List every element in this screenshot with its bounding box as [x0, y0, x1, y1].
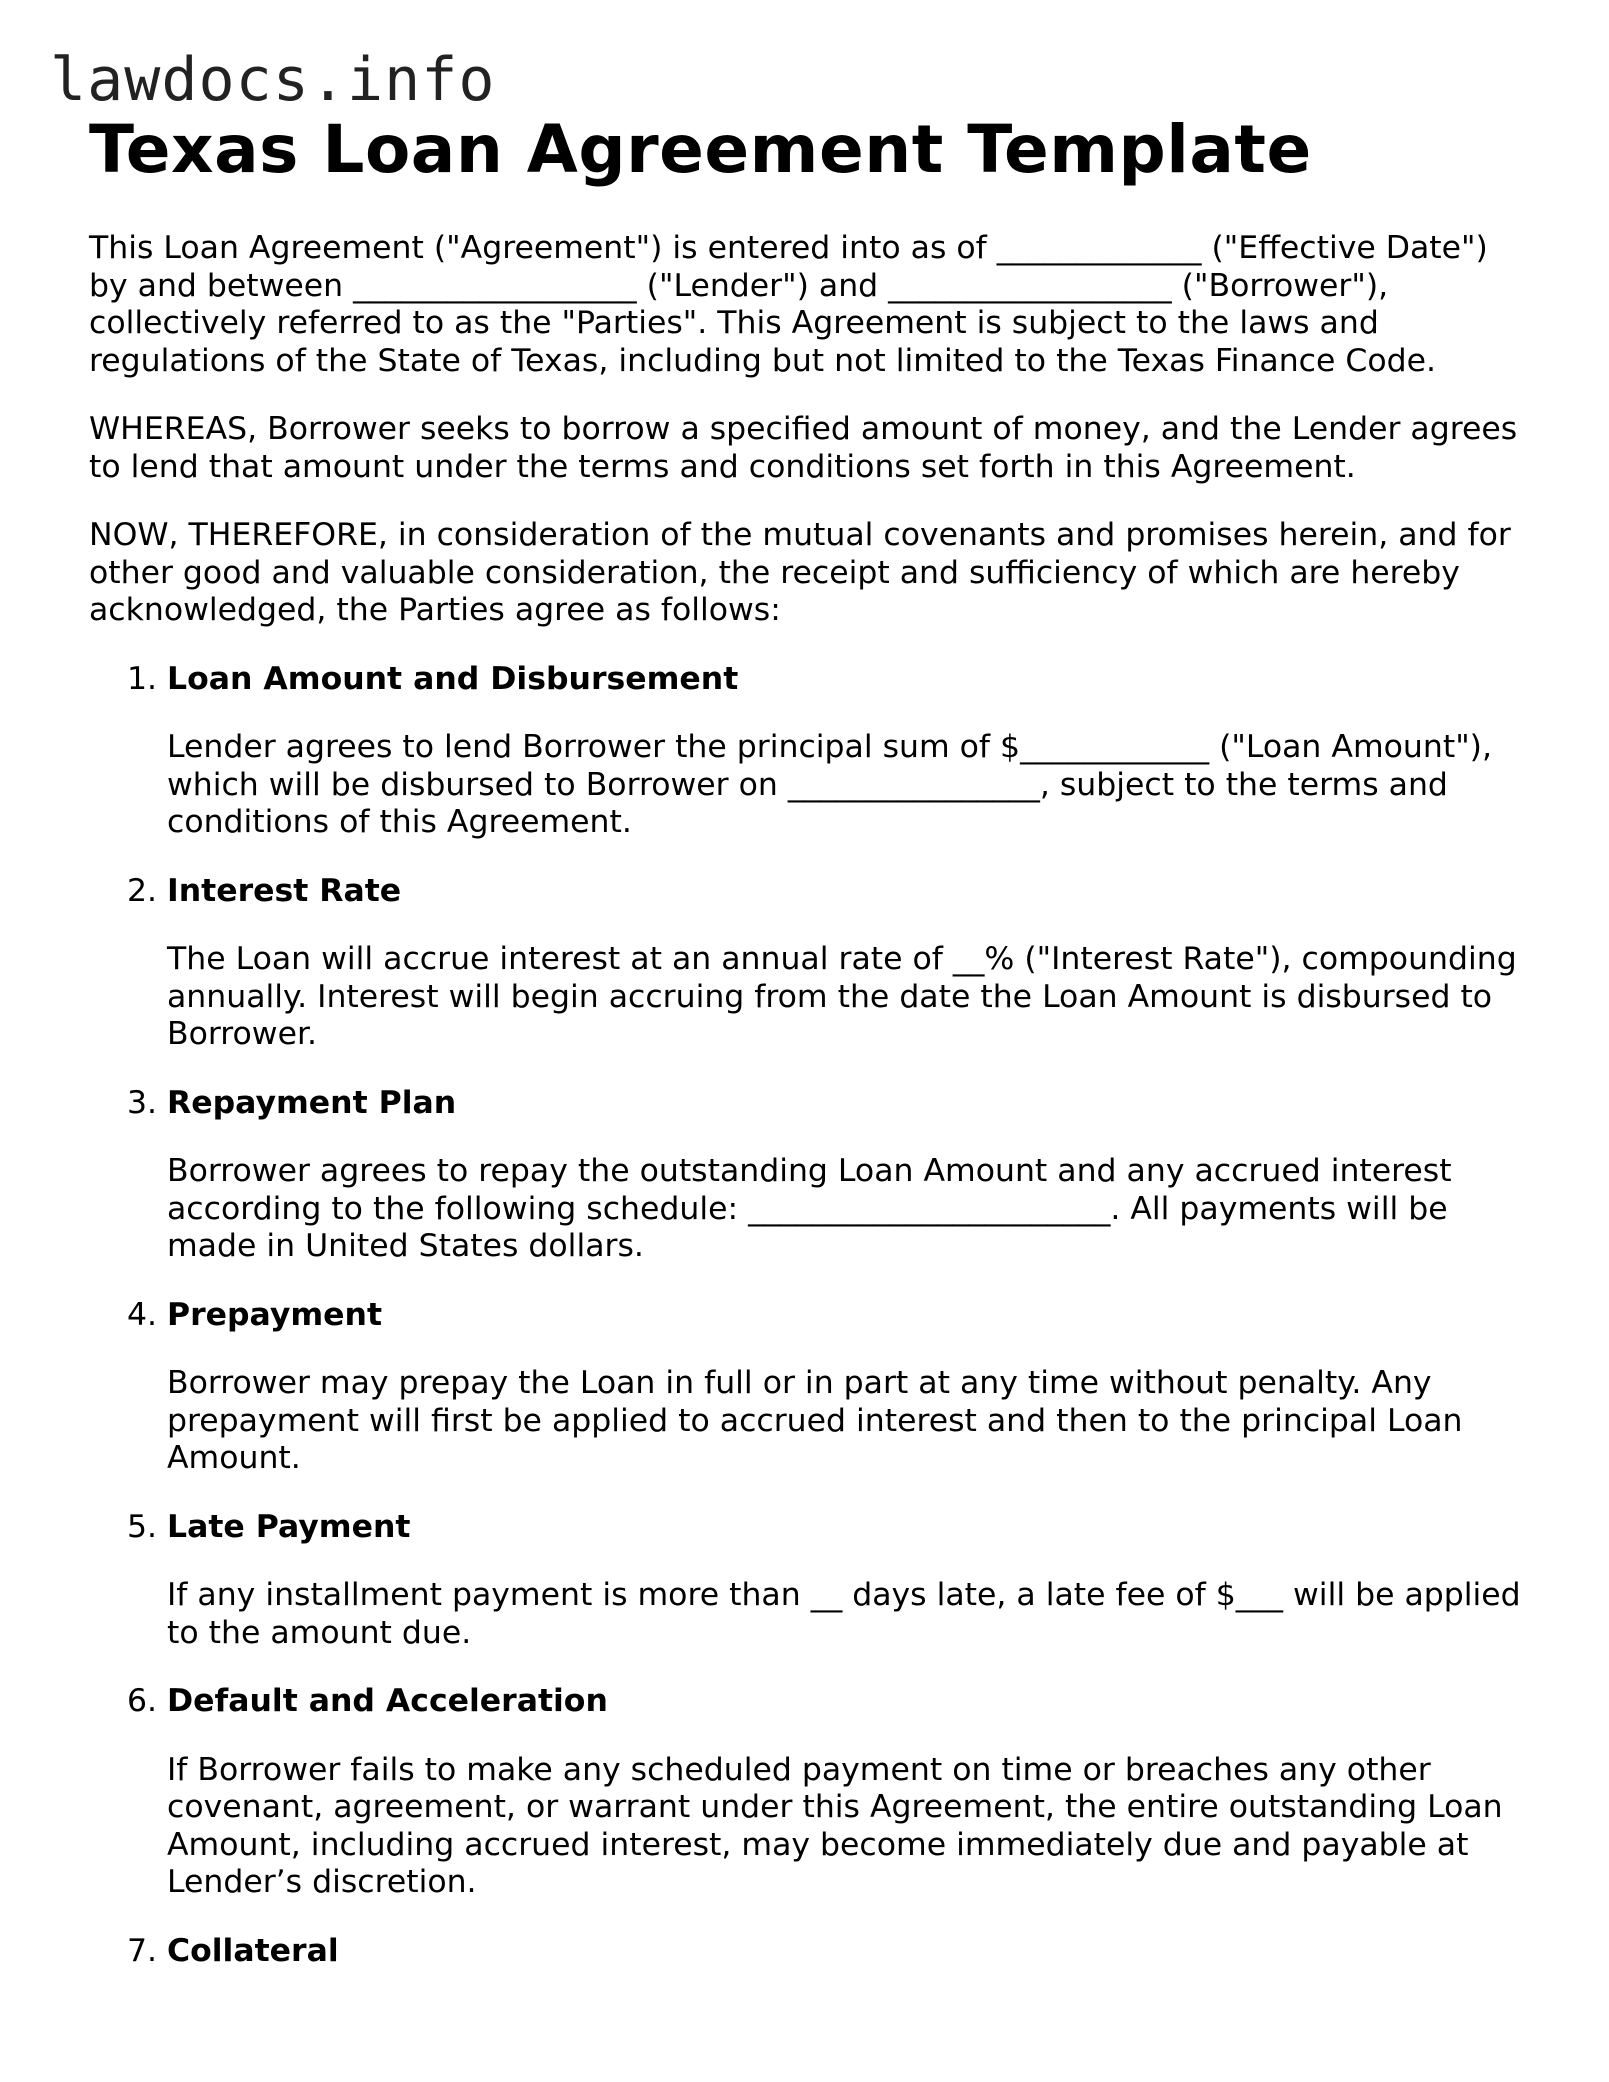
- section-body: Borrower agrees to repay the outstanding Loan Amount and any accrued interest according to the following schedule: _______________________. All payments will be made in United States dollars.: [167, 1153, 1452, 1264]
- section-item: [89, 1085, 1529, 1266]
- section-item: [89, 873, 1529, 1054]
- section-body: The Loan will accrue interest at an annual rate of __% ("Interest Rate"), compounding annually. Interest will begin accruing from the date the Loan Amount is disbursed to Borrower.: [167, 941, 1517, 1052]
- intro-paragraph: This Loan Agreement ("Agreement") is entered into as of _____________ ("Effective Date") by and between __________________ ("Lender") and __________________ ("Borrower"), collectively referred to as the "Parties". This Agreement is subject to the laws and regulations of the State of Texas, including but not limited to the Texas Finance Code.: [89, 230, 1488, 379]
- document-page: [89, 112, 1529, 2001]
- sections-list: [89, 661, 1529, 1971]
- section-number: 3.: [127, 1084, 158, 1121]
- section-number: 6.: [127, 1683, 158, 1719]
- section-item: [89, 1933, 1529, 1971]
- section-item: [89, 1683, 1529, 1902]
- section-body: If any installment payment is more than __ days late, a late fee of $___ will be applied to the amount due.: [167, 1577, 1521, 1651]
- section-number: 4.: [127, 1296, 158, 1333]
- section-title: Interest Rate: [167, 872, 402, 909]
- section-body: Lender agrees to lend Borrower the principal sum of $____________ ("Loan Amount"), which will be disbursed to Borrower on ________________, subject to the terms and conditions of this Agreement.: [167, 729, 1492, 840]
- section-title: Prepayment: [167, 1296, 383, 1333]
- section-number: 1.: [127, 660, 158, 697]
- section-item: [89, 1509, 1529, 1653]
- section-number: 7.: [127, 1932, 158, 1969]
- section-item: [89, 1297, 1529, 1478]
- section-number: 5.: [127, 1508, 158, 1545]
- section-item: [89, 661, 1529, 842]
- section-body: Borrower may prepay the Loan in full or in part at any time without penalty. Any prepayment will first be applied to accrued interest and then to the principal Loan Amount.: [167, 1365, 1463, 1476]
- section-title: Loan Amount and Disbursement: [167, 660, 739, 697]
- site-watermark: lawdocs.info: [50, 45, 496, 115]
- document-title: Texas Loan Agreement Template: [89, 111, 1312, 188]
- now-therefore-paragraph: NOW, THEREFORE, in consideration of the mutual covenants and promises herein, and for other good and valuable consideration, the receipt and sufficiency of which are hereby acknowledged, the Parties agree as follows:: [89, 517, 1511, 628]
- section-title: Default and Acceleration: [167, 1683, 608, 1719]
- whereas-paragraph: WHEREAS, Borrower seeks to borrow a specified amount of money, and the Lender agrees to lend that amount under the terms and conditions set forth in this Agreement.: [89, 411, 1518, 485]
- section-title: Repayment Plan: [167, 1084, 457, 1121]
- section-title: Late Payment: [167, 1508, 411, 1545]
- section-body: If Borrower fails to make any scheduled payment on time or breaches any other covenant, agreement, or warrant under this Agreement, the entire outstanding Loan Amount, including accrued interest, may become immediately due and payable at Lender’s discretion.: [167, 1751, 1503, 1900]
- section-title: Collateral: [167, 1932, 339, 1969]
- section-number: 2.: [127, 872, 158, 909]
